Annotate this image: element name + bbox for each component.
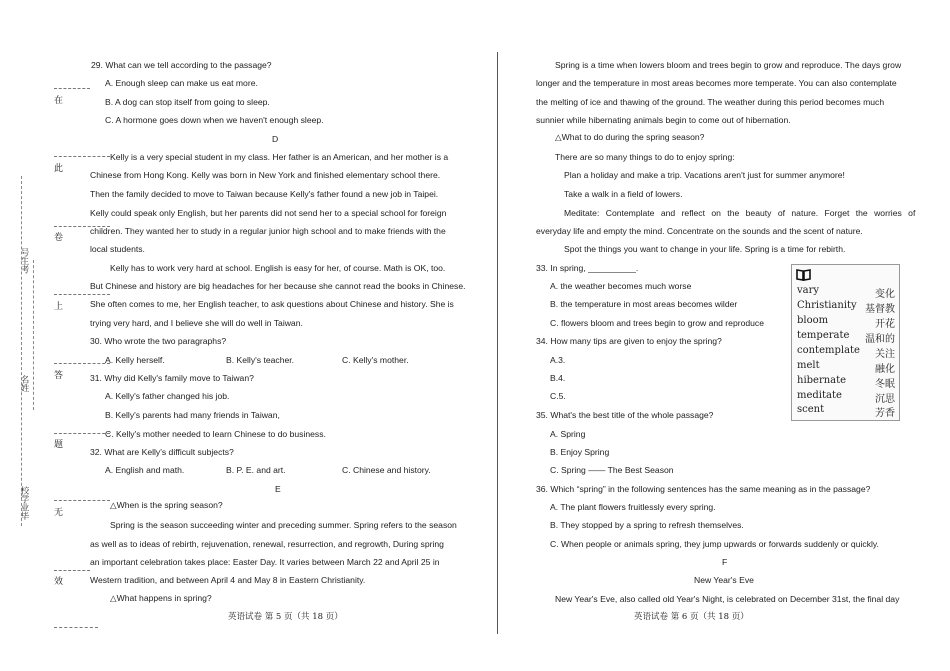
seal-char-ti: 题 [54, 440, 64, 450]
passage-d-line: But Chinese and history are big headaches for her because she cannot read the books in Chinese. [90, 281, 466, 291]
passage-spring-line: the melting of ice and thawing of the ground. The weather during this period becomes much [536, 97, 885, 107]
book-icon [796, 268, 811, 281]
margin-dash-column [21, 176, 22, 526]
vocab-english: Christianity [797, 300, 857, 311]
q34-option-c: C.5. [550, 391, 566, 401]
school-label: 校学业毕 [19, 486, 29, 520]
q31-option-a: A. Kelly's father changed his job. [105, 391, 230, 401]
q34-option-a: A.3. [550, 355, 566, 365]
vocab-english: bloom [797, 315, 829, 326]
seal-char-da: 答 [54, 371, 64, 381]
section-d-heading: D [272, 134, 279, 144]
passage-f-line: New Year's Eve, also called old Year's Night, is celebrated on December 31st, the final day [555, 594, 900, 604]
vocab-english: meditate [797, 390, 842, 401]
passage-d-line: Kelly could speak only English, but her parents did not send her to a special school for foreign [90, 208, 447, 218]
q29-option-b: B. A dog can stop itself from going to sleep. [105, 97, 270, 107]
passage-e-line: as well as to ideas of rebirth, rejuvenation, renewal, resurrection, and regrowth, During spring [90, 539, 444, 549]
q32-option-b: B. P. E. and art. [226, 465, 286, 475]
passage-d-line: trying very hard, and I believe she will do well in Taiwan. [90, 318, 303, 328]
page-divider [497, 52, 498, 634]
q34-option-b: B.4. [550, 373, 566, 383]
vocab-entry [797, 330, 895, 344]
q32-option-c: C. Chinese and history. [342, 465, 431, 475]
name-label: 名姓 [19, 375, 29, 392]
exam-number-label: 号生考 [19, 248, 29, 274]
question-36: 36. Which “spring” in the following sentences has the same meaning as in the passage? [536, 484, 871, 494]
passage-d-line: children. They wanted her to study in a regular junior high school and to make friends with the [90, 226, 446, 236]
vocab-chinese: 基督教 [865, 304, 895, 315]
q31-option-c: C. Kelly's mother needed to learn Chinese to do business. [105, 429, 326, 439]
passage-d-line: local students. [90, 244, 145, 254]
seal-char-juan: 卷 [54, 233, 64, 243]
seal-line [54, 363, 110, 364]
q33-option-a: A. the weather becomes much worse [550, 281, 692, 291]
passage-spring-line: Spot the things you want to change in your life. Spring is a time for rebirth. [564, 244, 846, 254]
seal-line [54, 156, 110, 157]
q33-option-c: C. flowers bloom and trees begin to grow and reproduce [550, 318, 765, 328]
vocab-english: vary [797, 285, 820, 296]
passage-spring-line: everyday life and empty the mind. Concentrate on the sounds and the scent of nature. [536, 226, 863, 236]
right-page-footer: 英语试卷 第 6 页（共 18 页） [634, 612, 749, 622]
passage-spring-line: Spring is a time when lowers bloom and trees begin to grow and reproduce. The days grow [555, 60, 902, 70]
question-29: 29. What can we tell according to the passage? [91, 60, 272, 70]
margin-dash-column-2 [33, 260, 34, 410]
q30-option-b: B. Kelly's teacher. [226, 355, 295, 365]
question-34: 34. How many tips are given to enjoy the spring? [536, 336, 722, 346]
vocab-chinese: 芳香 [875, 408, 895, 419]
seal-char-wu: 无 [54, 508, 64, 518]
passage-spring-line: △What to do during the spring season? [555, 132, 705, 142]
passage-d-line: Kelly has to work very hard at school. English is easy for her, of course. Math is OK, too. [110, 263, 446, 273]
passage-d-line: Chinese from Hong Kong. Kelly was born in New York and finished elementary school there. [90, 170, 441, 180]
passage-e-line: △What happens in spring? [110, 593, 212, 603]
left-page-footer: 英语试卷 第 5 页（共 18 页） [228, 612, 343, 622]
passage-d-line: Kelly is a very special student in my class. Her father is an American, and her mother is a [110, 152, 449, 162]
vocab-chinese: 冬眠 [875, 379, 895, 390]
passage-f-title: New Year's Eve [694, 575, 754, 585]
vocab-entry [797, 360, 895, 374]
q29-option-c: C. A hormone goes down when we haven't enough sleep. [105, 115, 324, 125]
question-33: 33. In spring, __________. [536, 263, 639, 273]
seal-line [54, 500, 110, 501]
q36-option-c: C. When people or animals spring, they jump upwards or forwards suddenly or quickly. [550, 539, 879, 549]
passage-spring-line: Plan a holiday and make a trip. Vacations aren't just for summer anymore! [564, 170, 845, 180]
vocab-entry [797, 390, 895, 404]
q35-option-c: C. Spring —— The Best Season [550, 465, 674, 475]
q33-option-b: B. the temperature in most areas becomes wilder [550, 299, 738, 309]
passage-e-line: Spring is the season succeeding winter and preceding summer. Spring refers to the season [110, 520, 457, 530]
vocab-english: hibernate [797, 375, 847, 386]
vocab-entry [797, 285, 895, 299]
q30-option-c: C. Kelly's mother. [342, 355, 409, 365]
passage-e-line: an important celebration takes place: Easter Day. It varies between March 22 and April 25 in [90, 557, 440, 567]
passage-e-line: Western tradition, and between April 4 and May 8 in Eastern Christianity. [90, 575, 366, 585]
passage-spring-line: sunnier while hibernating animals begin to come out of hibernation. [536, 115, 791, 125]
seal-line [54, 433, 110, 434]
vocab-entry [797, 300, 895, 314]
passage-spring-line: longer and the temperature in most areas becomes more temperate. You can also contemplate [536, 78, 897, 88]
passage-spring-line: There are so many things to do to enjoy spring: [555, 152, 735, 162]
seal-char-xiao: 效 [54, 577, 64, 587]
vocab-chinese: 沉思 [875, 394, 895, 405]
section-f-heading: F [722, 557, 728, 567]
seal-char-zai: 在 [54, 96, 64, 106]
seal-line [54, 294, 110, 295]
passage-d-line: Then the family decided to move to Taiwan because Kelly's father found a new job in Taipei. [90, 189, 439, 199]
question-32: 32. What are Kelly's difficult subjects? [90, 447, 234, 457]
question-30: 30. Who wrote the two paragraphs? [90, 336, 227, 346]
vocab-english: scent [797, 404, 825, 415]
vocab-chinese: 变化 [875, 289, 895, 300]
seal-line [54, 88, 90, 89]
q31-option-b: B. Kelly's parents had many friends in Taiwan, [105, 410, 280, 420]
vocab-chinese: 关注 [875, 349, 895, 360]
passage-spring-line: Take a walk in a field of lowers. [564, 189, 683, 199]
vocab-english: contemplate [797, 345, 860, 356]
seal-char-ci: 此 [54, 164, 64, 174]
q30-option-a: A. Kelly herself. [105, 355, 165, 365]
vocab-chinese: 融化 [875, 364, 895, 375]
q29-option-a: A. Enough sleep can make us eat more. [105, 78, 258, 88]
vocab-english: temperate [797, 330, 850, 341]
vocab-entry [797, 315, 895, 329]
vocab-english: melt [797, 360, 820, 371]
passage-d-line: She often comes to me, her English teacher, to ask questions about Chinese and history. She is [90, 299, 454, 309]
q36-option-a: A. The plant flowers fruitlessly every spring. [550, 502, 716, 512]
q32-option-a: A. English and math. [105, 465, 185, 475]
vocab-chinese: 开花 [875, 319, 895, 330]
seal-char-shang: 上 [54, 302, 64, 312]
vocab-chinese: 温和的 [865, 334, 895, 345]
seal-line [54, 570, 90, 571]
q35-option-b: B. Enjoy Spring [550, 447, 610, 457]
question-35: 35. What's the best title of the whole passage? [536, 410, 714, 420]
section-e-heading: E [275, 484, 281, 494]
passage-spring-line: Meditate: Contemplate and reflect on the beauty of nature. Forget the worries of [564, 208, 916, 218]
passage-e-line: △When is the spring season? [110, 500, 223, 510]
vocab-entry [797, 404, 895, 418]
vocab-entry [797, 345, 895, 359]
seal-line [54, 627, 98, 628]
question-31: 31. Why did Kelly's family move to Taiwan? [90, 373, 254, 383]
vocabulary-box [791, 264, 900, 421]
q35-option-a: A. Spring [550, 429, 586, 439]
q36-option-b: B. They stopped by a spring to refresh themselves. [550, 520, 744, 530]
vocab-entry [797, 375, 895, 389]
